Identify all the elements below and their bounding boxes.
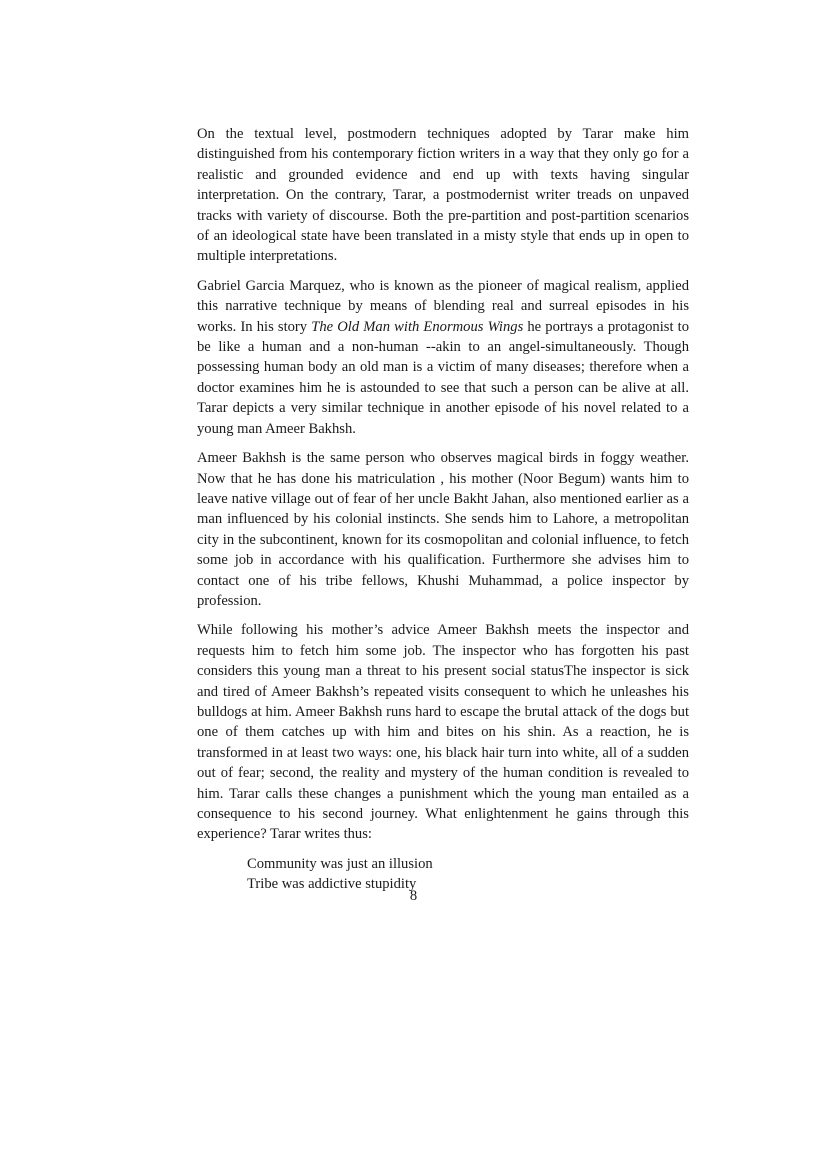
paragraph-garcia-marquez [197, 276, 689, 439]
paragraph-postmodern-techniques [197, 124, 689, 267]
page-number: 8 [409, 888, 418, 904]
paragraph-text: On the textual level, postmodern techniques adopted by Tarar make him distinguished from his contemporary fiction writers in a way that they only go for a realistic and grounded evidence and end up with texts having singular interpretation. On the contrary, Tarar, a postmodernist writer treads on unpaved tracks with variety of discourse. Both the pre-partition and post-partition scenarios of an ideological state have been translated in a misty style that ends up in open to multiple interpretations. [197, 126, 689, 265]
paragraph-text: he portrays a protagonist to be like a human and a non-human --akin to an angel-simultaneously. Though possessing human body an old man is a victim of many diseases; therefore when a doctor examines him he is astounded to see that such a person can be alive at all. Tarar depicts a very similar technique in another episode of his novel related to a young man Ameer Bakhsh. [197, 318, 689, 437]
paragraph-text: Gabriel Garcia Marquez, who is known as the pioneer of magical realism, applied this narrative technique by means of blending real and surreal episodes in his works. In his story [197, 277, 689, 335]
quote-line: Community was just an illusion [247, 855, 433, 872]
story-title: The Old Man with Enormous Wings [311, 318, 524, 335]
quote-line: Tribe was addictive stupidity [247, 876, 417, 893]
paragraph-text: While following his mother’s advice Ameer Bakhsh meets the inspector and requests him to fetch him some job. The inspector who has forgotten his past considers this young man a threat to his present social statusThe inspector is sick and tired of Ameer Bakhsh’s repeated visits consequent to which he unleashes his bulldogs at him. Ameer Bakhsh runs hard to escape the brutal attack of the dogs but one of them catches up with him and bites on his shin. As a reaction, he is transformed in at least two ways: one, his black hair turn into white, all of a sudden out of fear; second, the reality and mystery of the human condition is revealed to him. Tarar calls these changes a punishment which the young man entailed as a consequence to his second journey. What enlightenment he gains through this experience? Tarar writes thus: [197, 622, 689, 843]
body-text [197, 124, 689, 895]
paragraph-ameer-bakhsh [197, 448, 689, 611]
paragraph-text: Ameer Bakhsh is the same person who observes magical birds in foggy weather. Now that he has done his matriculation , his mother (Noor Begum) wants him to leave native village out of fear of her uncle Bakht Jahan, also mentioned earlier as a man influenced by his colonial instincts. She sends him to Lahore, a metropolitan city in the subcontinent, known for its cosmopolitan and colonial influence, to fetch some job in accordance with his qualification. Furthermore she advises him to contact one of his tribe fellows, Khushi Muhammad, a police inspector by profession. [197, 450, 689, 609]
paragraph-inspector [197, 620, 689, 844]
